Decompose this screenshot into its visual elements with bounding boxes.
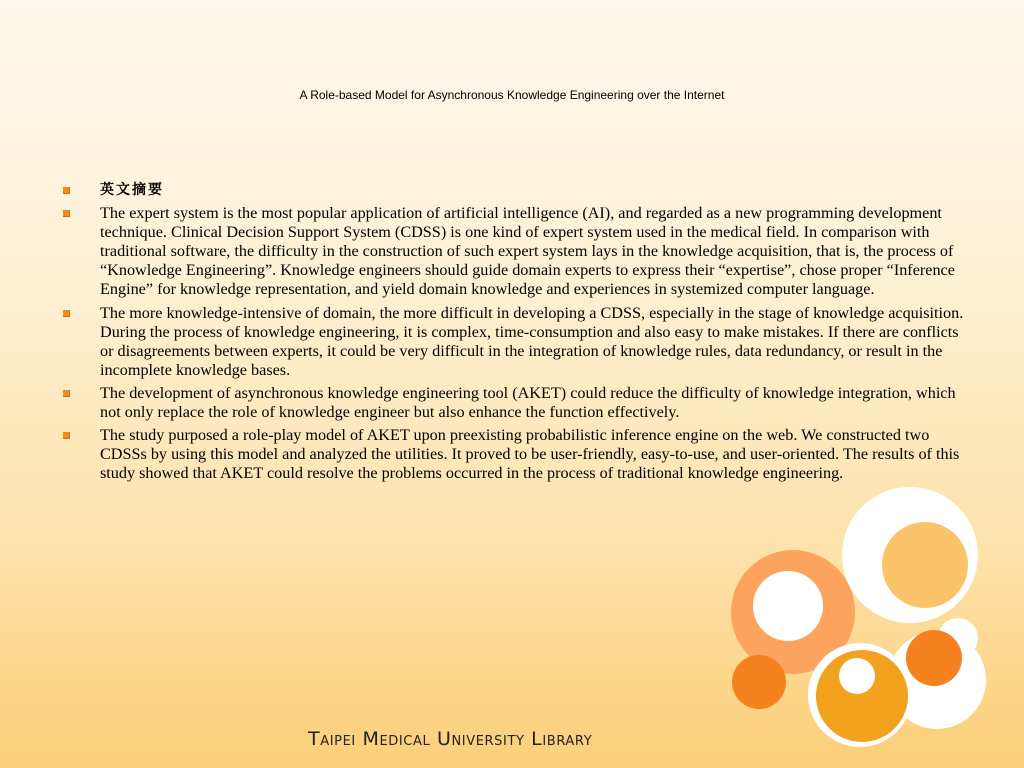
deco-circle-white-large xyxy=(842,487,978,623)
square-bullet-icon xyxy=(63,310,70,317)
bullet-heading-text: 英文摘要 xyxy=(100,182,164,198)
slide-title: A Role-based Model for Asynchronous Knowledge Engineering over the Internet xyxy=(299,88,725,102)
bullet-item xyxy=(62,204,972,299)
bullet-item xyxy=(62,384,972,422)
footer-library-name: Taipei Medical University Library xyxy=(308,728,593,750)
bullet-item xyxy=(62,426,972,483)
deco-circle-orange-left xyxy=(732,655,786,709)
deco-circle-orange-right xyxy=(906,630,962,686)
bullet-text: The development of asynchronous knowledge engineering tool (AKET) could reduce the difficulty of knowledge integration, which not only replace the role of knowledge engineer but also enhance the function effectively. xyxy=(100,383,956,422)
bullet-text: The expert system is the most popular application of artificial intelligence (AI), and regarded as a new programming development technique. Clinical Decision Support System (CDSS) is one kind of expert system used in the medical field. In comparison with traditional software, the difficulty in the construction of such expert system lays in the knowledge acquisition, that is, the process of “Knowledge Engineering”. Knowledge engineers should guide domain experts to express their “expertise”, chose proper “Inference Engine” for knowledge representation, and yield domain knowledge and experiences in systemized computer language. xyxy=(100,204,955,299)
square-bullet-icon xyxy=(63,187,70,194)
bullet-item xyxy=(62,304,972,380)
deco-circle-white-inner xyxy=(753,571,823,641)
bullet-list xyxy=(62,181,972,487)
deco-circle-white-ring xyxy=(808,643,912,747)
deco-circle-light-orange xyxy=(882,522,968,608)
square-bullet-icon xyxy=(63,390,70,397)
deco-circle-amber xyxy=(816,650,908,742)
bullet-item xyxy=(62,181,972,200)
deco-circle-white-right xyxy=(888,631,986,729)
square-bullet-icon xyxy=(63,210,70,217)
bullet-text: The more knowledge-intensive of domain, the more difficult in developing a CDSS, especially in the stage of knowledge acquisition. During the process of knowledge engineering, it is complex, time-consumption and also easy to make mistakes. If there are conflicts or disagreements between experts, it could be very difficult in the integration of knowledge rules, data redundancy, or result in the incomplete knowledge bases. xyxy=(100,303,964,379)
bullet-text: The study purposed a role-play model of AKET upon preexisting probabilistic inference engine on the web. We constructed two CDSSs by using this model and analyzed the utilities. It proved to be user-friendly, easy-to-use, and user-oriented. The results of this study showed that AKET could resolve the problems occurred in the process of traditional knowledge engineering. xyxy=(100,426,960,483)
deco-circle-peach xyxy=(731,550,855,674)
deco-circle-white-small-right xyxy=(938,618,978,658)
deco-circle-white-dot xyxy=(839,658,875,694)
square-bullet-icon xyxy=(63,432,70,439)
